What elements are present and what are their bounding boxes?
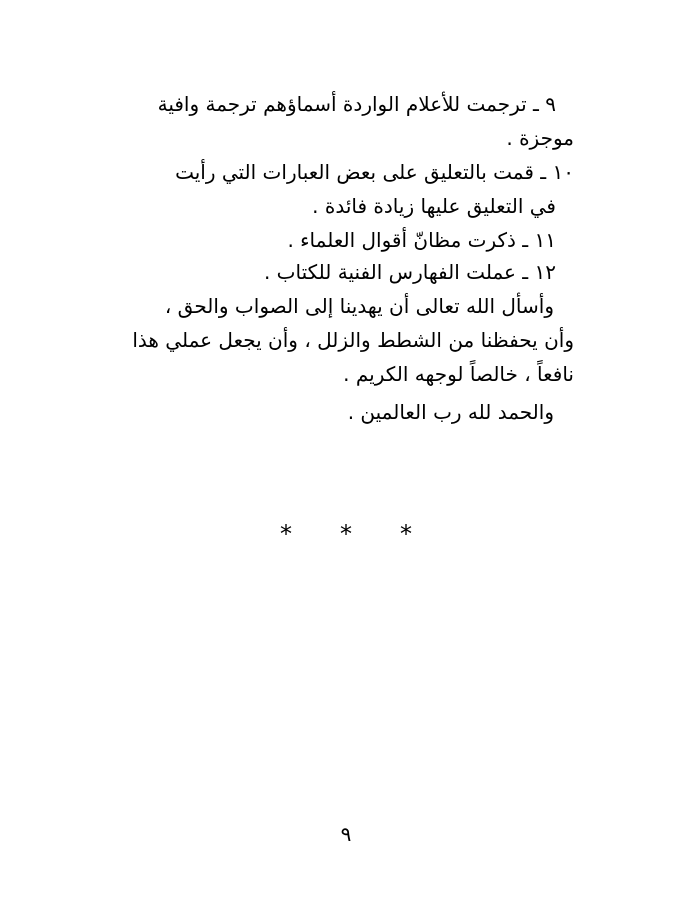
item-10-line-2: في التعليق عليها زيادة فائدة .	[312, 194, 556, 218]
prayer-line-2: وأن يحفظنا من الشطط والزلل ، وأن يجعل عملي هذا	[132, 328, 574, 352]
item-11: ١١ ـ ذكرت مظانّ أقوال العلماء .	[287, 228, 556, 252]
separator-star: *	[400, 520, 412, 548]
page-number: ٩	[340, 822, 352, 846]
item-12: ١٢ ـ عملت الفهارس الفنية للكتاب .	[263, 260, 556, 284]
closing-line: والحمد لله رب العالمين .	[347, 400, 554, 424]
separator-star: *	[340, 520, 352, 548]
item-9-line-2: موجزة .	[506, 126, 574, 150]
separator-star: *	[280, 520, 292, 548]
item-9-line-1: ٩ ـ ترجمت للأعلام الواردة أسماؤهم ترجمة وافية	[157, 92, 556, 116]
item-10-line-1: ١٠ ـ قمت بالتعليق على بعض العبارات التي رأيت	[175, 160, 574, 184]
prayer-line-3: نافعاً ، خالصاً لوجهه الكريم .	[343, 362, 574, 386]
section-separator	[0, 519, 692, 549]
prayer-line-1: وأسأل الله تعالى أن يهدينا إلى الصواب والحق ،	[164, 294, 554, 318]
